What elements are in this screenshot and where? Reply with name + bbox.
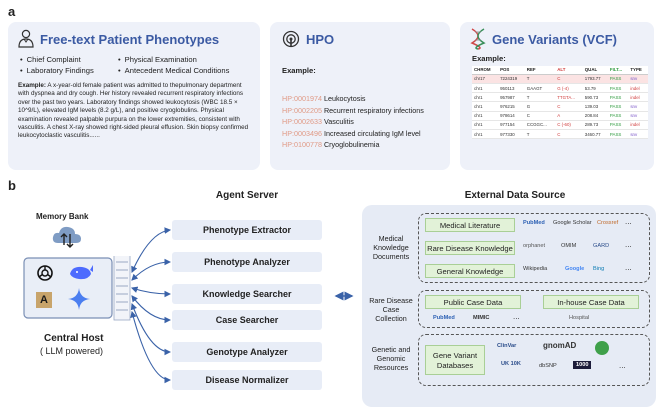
vcf-cell: C xyxy=(555,102,583,111)
vcf-cell: T xyxy=(525,129,555,138)
vcf-cell: chr1 xyxy=(472,129,498,138)
logo-google-scholar: Google Scholar xyxy=(553,220,592,226)
vcf-cell: PASS xyxy=(608,120,628,129)
vcf-cell: T xyxy=(525,93,555,102)
panel-letter-a: a xyxy=(8,4,16,19)
bullet-physical-exam: • Physical Examination xyxy=(118,55,229,66)
logo-hospital: Hospital xyxy=(569,315,590,321)
vcf-cell: indel xyxy=(628,120,648,129)
group-label-genomic-resources: Genetic and Genomic Resources xyxy=(371,345,411,372)
logo-bing: Bing xyxy=(593,266,605,272)
vcf-cell: 957987 xyxy=(498,93,525,102)
vcf-example-label: Example: xyxy=(472,54,506,63)
central-host-label: Central Host xyxy=(44,333,104,344)
group-genomic-resources xyxy=(418,334,650,386)
vcf-header-cell: QUAL xyxy=(583,66,608,74)
vcf-cell: 977330 xyxy=(498,129,525,138)
box-inhouse-case-data: In-house Case Data xyxy=(543,295,639,309)
logo-pubmed: PubMed xyxy=(523,220,545,226)
logo-omim: OMIM xyxy=(561,243,577,249)
vcf-cell: 289.73 xyxy=(583,120,608,129)
vcf-cell: chr1 xyxy=(472,83,498,92)
more-dots: ... xyxy=(619,361,626,370)
vcf-cell: chr1 xyxy=(472,120,498,129)
vcf-cell: C xyxy=(525,111,555,120)
vcf-cell: chr1 xyxy=(472,93,498,102)
free-text-example-label: Example: xyxy=(18,82,46,89)
agent-case-searcher: Case Searcher xyxy=(172,310,322,330)
box-medical-literature: Medical Literature xyxy=(425,218,515,232)
vcf-cell: chr1 xyxy=(472,102,498,111)
vcf-cell: 53.79 xyxy=(583,83,608,92)
green-circle-logo-icon xyxy=(595,341,609,355)
agent-knowledge-searcher: Knowledge Searcher xyxy=(172,284,322,304)
vcf-cell: snv xyxy=(628,102,648,111)
more-dots: ... xyxy=(625,240,632,249)
hpo-term: HP:0002633 Vasculitis xyxy=(282,117,354,127)
box-gene-variant-databases: Gene Variant Databases xyxy=(425,345,485,375)
vcf-header-cell: CHROM xyxy=(472,66,498,74)
more-dots: ... xyxy=(513,312,520,321)
vcf-cell: G (-4) xyxy=(555,83,583,92)
panel-letter-b: b xyxy=(8,178,16,193)
more-dots: ... xyxy=(625,263,632,272)
vcf-cell: indel xyxy=(628,93,648,102)
logo-clinvar: ClinVar xyxy=(497,343,517,349)
vcf-cell: 978614 xyxy=(498,111,525,120)
logo-uk10k: UK 10K xyxy=(501,361,521,367)
vcf-cell: CCGGC... xyxy=(525,120,555,129)
vcf-cell: 139.03 xyxy=(583,102,608,111)
agent-server-heading: Agent Server xyxy=(215,190,279,201)
vcf-cell: snv xyxy=(628,129,648,138)
bullet-antecedent: • Antecedent Medical Conditions xyxy=(118,66,229,77)
vcf-cell: 3460.77 xyxy=(583,129,608,138)
vcf-cell: PASS xyxy=(608,129,628,138)
hpo-term: HP:0001974 Leukocytosis xyxy=(282,94,366,103)
vcf-header-cell: REF xyxy=(525,66,555,74)
vcf-cell: snv xyxy=(628,111,648,120)
vcf-cell: 1793.77 xyxy=(583,74,608,83)
vcf-cell: T xyxy=(525,74,555,83)
bullet-chief-complaint: • Chief Complaint xyxy=(20,55,94,66)
agent-phenotype-analyzer: Phenotype Analyzer xyxy=(172,252,322,272)
group-label-case-collection: Rare Disease Case Collection xyxy=(369,296,413,323)
logo-google: Google xyxy=(565,266,585,272)
logo-wikipedia: Wikipedia xyxy=(523,266,548,272)
group-label-medical-knowledge: Medical Knowledge Documents xyxy=(372,234,410,261)
logo-dbsnp: dbSNP xyxy=(539,363,557,369)
vcf-cell: C (-60) xyxy=(555,120,583,129)
central-host-sub: ( LLM powered) xyxy=(40,346,104,356)
vcf-cell: 976215 xyxy=(498,102,525,111)
hpo-term: HP:0003496 Increased circulating IgM level xyxy=(282,128,421,138)
logo-gnomad: gnomAD xyxy=(543,341,577,350)
vcf-header-cell: POS xyxy=(498,66,525,74)
vcf-cell: 977154 xyxy=(498,120,525,129)
logo-crossref: Crossref xyxy=(597,220,619,226)
vcf-cell: indel xyxy=(628,83,648,92)
logo-orphanet: orphanet xyxy=(523,243,546,249)
vcf-cell: chr17 xyxy=(472,74,498,83)
vcf-cell: 208.84 xyxy=(583,111,608,120)
agent-phenotype-extractor: Phenotype Extractor xyxy=(172,220,322,240)
free-text-title: Free-text Patient Phenotypes xyxy=(40,32,220,47)
vcf-cell: C xyxy=(555,129,583,138)
vcf-cell: snv xyxy=(628,74,648,83)
bullet-lab-findings: • Laboratory Findings xyxy=(20,66,94,77)
vcf-cell: C xyxy=(555,74,583,83)
agent-genotype-analyzer: Genotype Analyzer xyxy=(172,342,322,362)
free-text-example-body: A x-year-old female patient was admitted to thepulmonary department with dyspnea and dry cough. Her history revealed recurrent respiratory infections over the past two years. Laboratory findings showed leukocytosis (WBC 18.5 × 10^9/L), elevated IgM levels (8.2 g/L), and positive cryoglobulins. Physical examination revealed palpable purpura on the lower extremities, consistent with vasculitis. A chest X-ray showed right-sided pleural effusion. Skin biopsy confirmed leukocytoclastic vasculitis...... xyxy=(18,82,249,140)
hpo-term: HP:0002205 Recurrent respiratory infections xyxy=(282,105,424,115)
memory-bank-label: Memory Bank xyxy=(36,212,89,221)
logo-mimic: MIMIC xyxy=(473,315,490,321)
group-medical-knowledge xyxy=(418,213,650,283)
vcf-header-cell: FILT... xyxy=(608,66,628,74)
anthropic-logo-icon: A xyxy=(36,292,52,308)
hpo-example-label: Example: xyxy=(282,66,316,75)
vcf-cell: PASS xyxy=(608,74,628,83)
more-dots: ... xyxy=(625,217,632,226)
agent-disease-normalizer: Disease Normalizer xyxy=(172,370,322,390)
vcf-cell: PASS xyxy=(608,83,628,92)
hpo-title: HPO xyxy=(306,32,335,47)
logo-pubmed-case: PubMed xyxy=(433,315,455,321)
box-general-knowledge: General Knowledge xyxy=(425,264,515,278)
vcf-cell: TTGTA... xyxy=(555,93,583,102)
logo-gard: GARD xyxy=(593,243,610,249)
vcf-cell: PASS xyxy=(608,93,628,102)
vcf-cell: 7224319 xyxy=(498,74,525,83)
vcf-cell: 950113 xyxy=(498,83,525,92)
vcf-cell: 590.73 xyxy=(583,93,608,102)
vcf-cell: A xyxy=(555,111,583,120)
vcf-title: Gene Variants (VCF) xyxy=(492,32,617,47)
hpo-term: HP:0100778 Cryoglobulinemia xyxy=(282,140,380,150)
vcf-cell: GAAGT xyxy=(525,83,555,92)
external-heading: External Data Source xyxy=(464,190,566,201)
vcf-header-cell: TYPE xyxy=(628,66,648,74)
vcf-cell: PASS xyxy=(608,111,628,120)
box-public-case-data: Public Case Data xyxy=(425,295,521,309)
group-case-collection xyxy=(418,290,650,328)
vcf-header-cell: ALT xyxy=(555,66,583,74)
vcf-cell: G xyxy=(525,102,555,111)
logo-1000-genomes: 1000 xyxy=(573,361,591,369)
vcf-cell: chr1 xyxy=(472,111,498,120)
box-rare-disease-knowledge: Rare Disease Knowledge xyxy=(425,241,515,255)
vcf-cell: PASS xyxy=(608,102,628,111)
